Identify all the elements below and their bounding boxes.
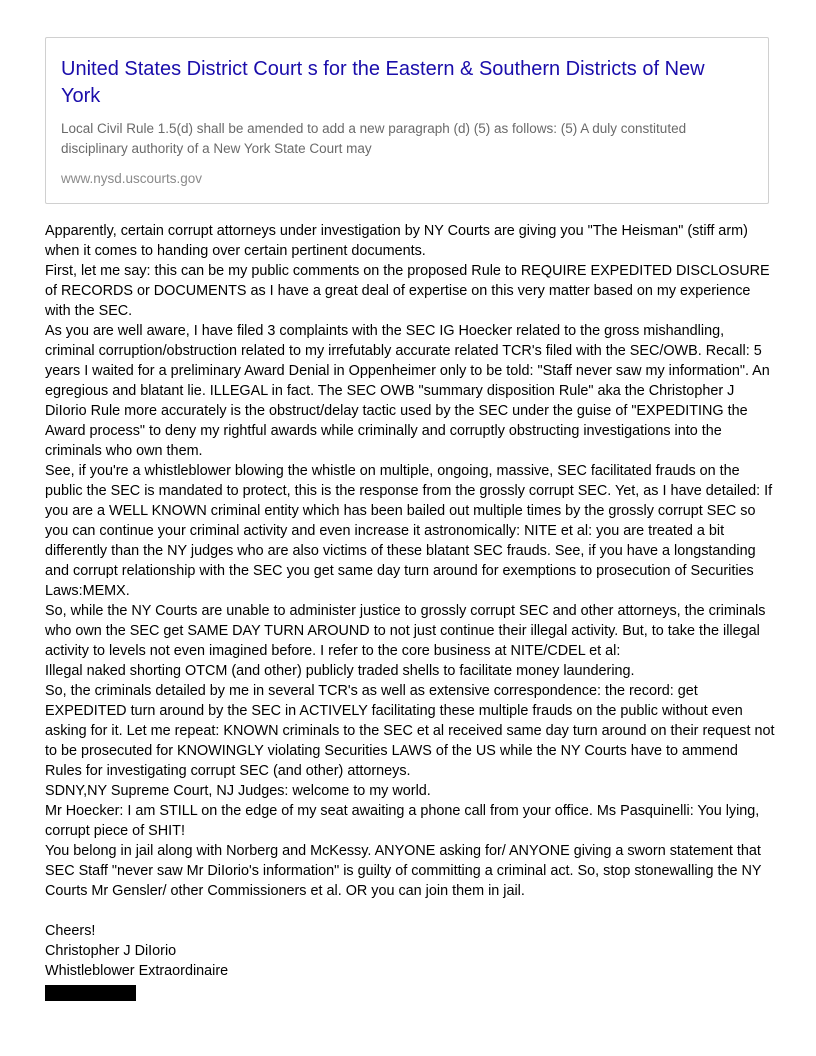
comment-paragraph: Apparently, certain corrupt attorneys under investigation by NY Courts are giving you "The Heisman" (stiff arm) when it comes to handing over certain pertinent documents. — [45, 223, 748, 259]
comment-paragraph: First, let me say: this can be my public comments on the proposed Rule to REQUIRE EXPEDITED DISCLOSURE of RECORDS or DOCUMENTS as I have a great deal of expertise on this very matter based on my experience with the SEC. — [45, 263, 770, 319]
comment-paragraph: SDNY,NY Supreme Court, NJ Judges: welcome to my world. — [45, 783, 431, 799]
link-preview-url: www.nysd.uscourts.gov — [61, 171, 203, 186]
comment-body — [45, 221, 775, 1001]
comment-paragraph: So, the criminals detailed by me in several TCR's as well as extensive correspondence: the record: get EXPEDITED turn around by the SEC in ACTIVELY facilitating these multiple frauds on the public without even asking for it. Let me repeat: KNOWN criminals to the SEC et al received same day turn around on their request not to be prosecuted for KNOWINGLY violating Securities LAWS of the US while the NY Courts have to ammend Rules for investigating corrupt SEC (and other) attorneys. — [45, 683, 775, 779]
comment-paragraph: As you are well aware, I have filed 3 complaints with the SEC IG Hoecker related to the gross mishandling, criminal corruption/obstruction related to my irrefutably accurate related TCR's filed with the SEC/OWB. Recall: 5 years I waited for a preliminary Award Denial in Oppenheimer only to be told: "Staff never saw my information". An egregious and blatant lie. ILLEGAL in fact. The SEC OWB "summary disposition Rule" aka the Christopher J DiIorio Rule more accurately is the obstruct/delay tactic used by the SEC under the guise of "EXPEDITING the Award process" to deny my rightful awards while criminally and corruptly obstructing investigations into the criminals who own them. — [45, 323, 770, 459]
author-tagline: Whistleblower Extraordinaire — [45, 963, 229, 979]
link-preview-title[interactable]: United States District Court s for the Eastern & Southern Districts of New York — [61, 58, 705, 107]
comment-paragraph: So, while the NY Courts are unable to administer justice to grossly corrupt SEC and other attorneys, the criminals who own the SEC get SAME DAY TURN AROUND to not just continue their illegal activity. But, to take the illegal activity to levels not even imagined before. I refer to the core business at NITE/CDEL et al: — [45, 603, 766, 659]
comment-paragraph: See, if you're a whistleblower blowing the whistle on multiple, ongoing, massive, SEC facilitated frauds on the public the SEC is mandated to protect, this is the response from the grossly corrupt SEC. Yet, as I have detailed: If you are a WELL KNOWN criminal entity which has been bailed out multiple times by the grossly corrupt SEC so you can continue your criminal activity and even increase it astronomically: NITE et al: you are treated a bit differently than the NY judges who are also victims of these blatant SEC frauds. See, if you have a longstanding and corrupt relationship with the SEC you get same day turn around for exemptions to prosecution of Securities Laws:MEMX. — [45, 463, 773, 599]
author-name: Christopher J DiIorio — [45, 943, 177, 959]
signoff: Cheers! — [45, 923, 96, 939]
link-preview-card[interactable] — [45, 37, 769, 204]
comment-paragraph: You belong in jail along with Norberg and McKessy. ANYONE asking for/ ANYONE giving a sworn statement that SEC Staff "never saw Mr DiIorio's information" is guilty of committing a criminal act. So, stop stonewalling the NY Courts Mr Gensler/ other Commissioners et al. OR you can join them in jail. — [45, 843, 762, 899]
comment-paragraph: Illegal naked shorting OTCM (and other) publicly traded shells to facilitate money laundering. — [45, 663, 635, 679]
comment-paragraph: Mr Hoecker: I am STILL on the edge of my seat awaiting a phone call from your office. Ms Pasquinelli: You lying, corrupt piece of SHIT! — [45, 803, 760, 839]
link-preview-description: Local Civil Rule 1.5(d) shall be amended to add a new paragraph (d) (5) as follows: (5) A duly constituted disciplinary authority of a New York State Court may — [61, 121, 687, 156]
redaction-bar — [45, 985, 136, 1001]
paragraph-spacer — [45, 901, 775, 921]
